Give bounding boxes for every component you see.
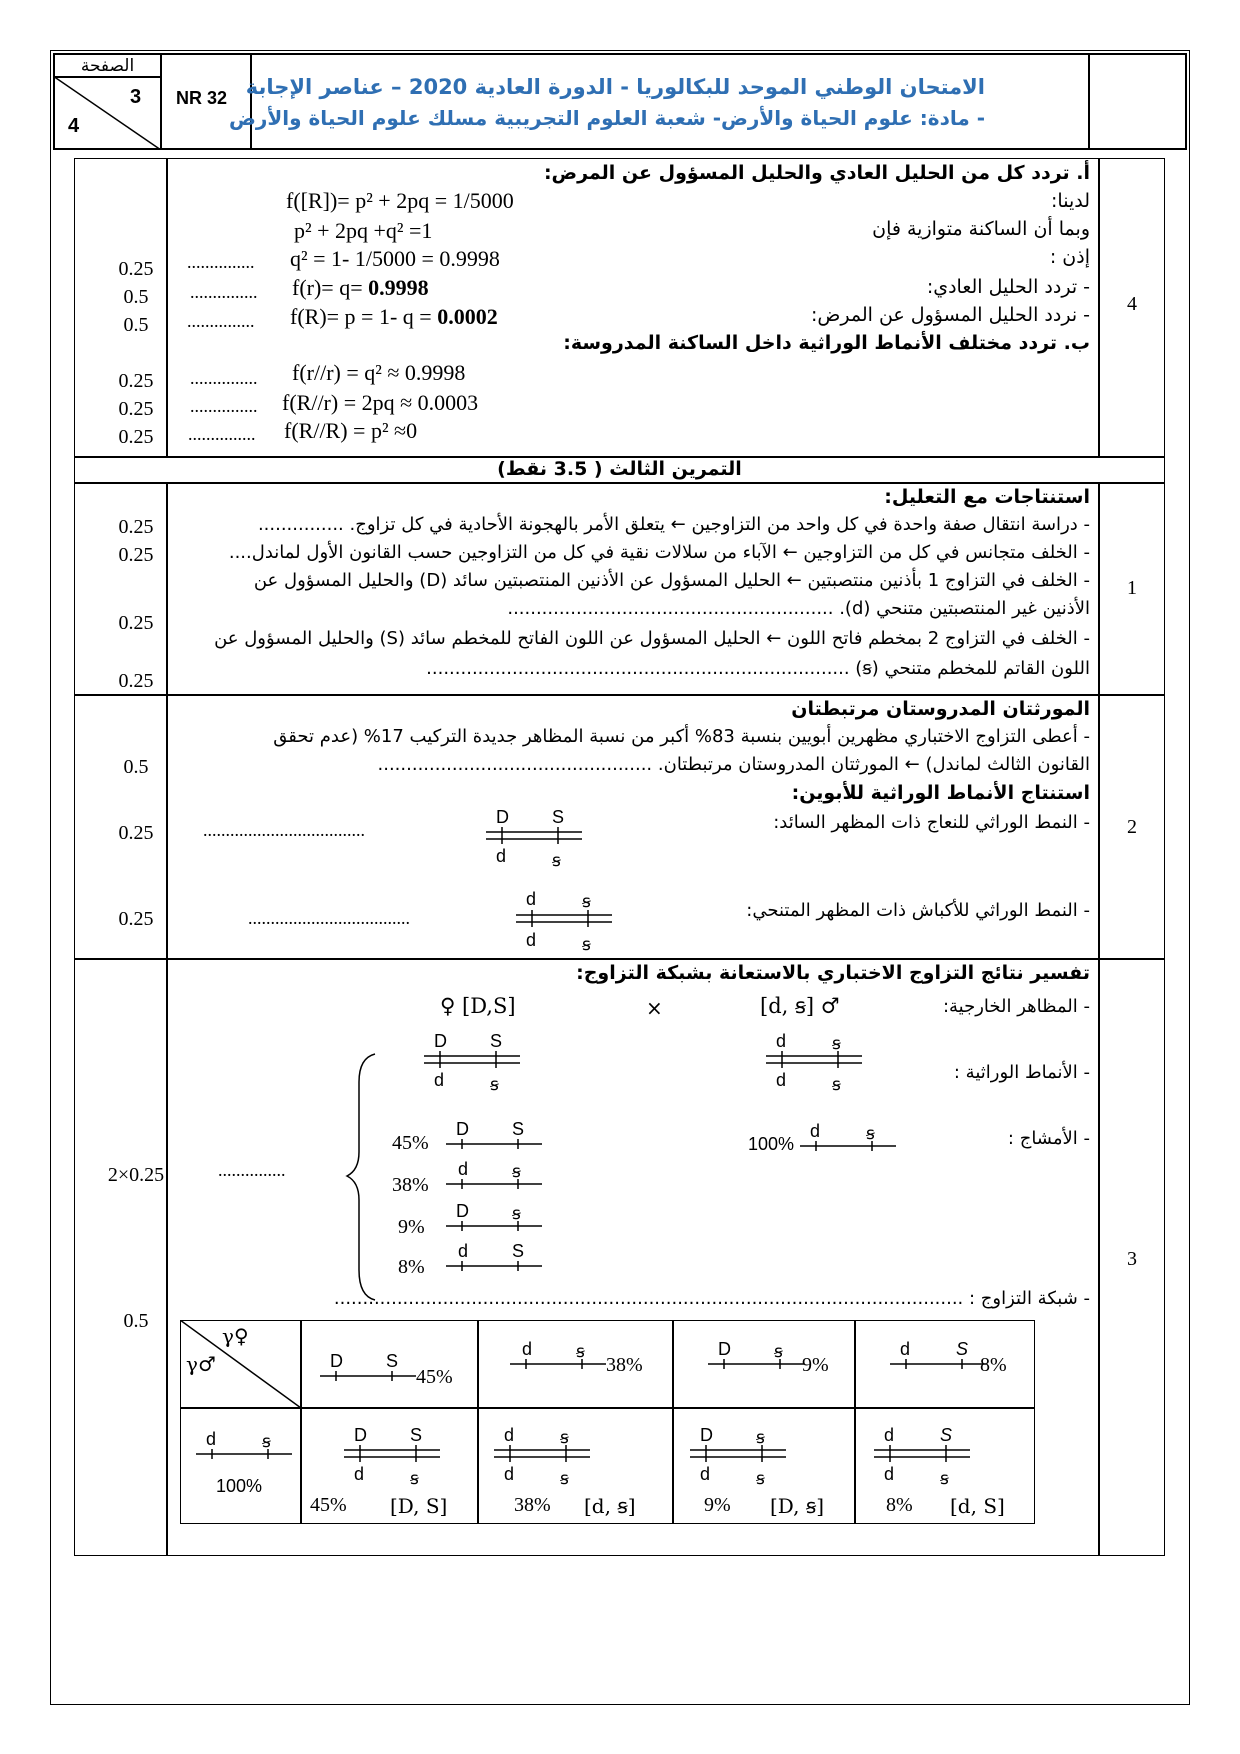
q4-part-a-title: أ. تردد كل من الحليل العادي والحليل المسؤول عن المرض:	[543, 162, 1090, 184]
q2-heading-2: استنتاج الأنماط الوراثية للأبوين:	[791, 782, 1090, 804]
grid-head-Ds	[708, 1338, 804, 1378]
female-gamete-pct-4: 8%	[398, 1256, 425, 1278]
q4-score-5: 0.25	[118, 398, 154, 420]
svg-text:D: D	[354, 1425, 367, 1445]
exam-code: NR 32	[176, 88, 228, 108]
svg-text:D: D	[700, 1425, 713, 1445]
svg-text:D: D	[330, 1351, 343, 1371]
grid-head-pct-2: 38%	[606, 1354, 643, 1376]
svg-text:d: d	[776, 1070, 787, 1090]
female-genotype-diagram	[424, 1030, 520, 1096]
grid-cell-4-pct: 8%	[886, 1494, 913, 1516]
grid-cell-2-phenotype: [d, ꞩ]	[584, 1494, 636, 1518]
svg-text:d: d	[900, 1339, 911, 1359]
q4-part-b-title: ب. تردد مختلف الأنماط الوراثية داخل الساكنة المدروسة:	[563, 332, 1090, 354]
svg-text:S: S	[490, 1031, 503, 1051]
q1-score-1: 0.25	[118, 516, 154, 538]
grid-cell-2-pct: 38%	[514, 1494, 551, 1516]
grid-row-pct: 100%	[216, 1476, 263, 1496]
female-gamete-pct-2: 38%	[392, 1174, 429, 1196]
eq-Rr: f(R//r) = 2pq ≈ 0.0003	[282, 390, 479, 415]
q4-score-6: 0.25	[118, 426, 154, 448]
grid-cell-4-phenotype: [d, S]	[950, 1494, 1005, 1518]
genotype-recessive-diagram	[516, 888, 612, 956]
svg-text:D: D	[456, 1201, 469, 1221]
svg-text:ꞩ: ꞩ	[490, 1075, 499, 1094]
svg-text:ꞩ: ꞩ	[940, 1469, 949, 1486]
svg-text:d: d	[354, 1464, 365, 1484]
svg-text:ꞩ: ꞩ	[582, 892, 591, 911]
svg-text:d: d	[526, 930, 537, 950]
grid-cell-3-pct: 9%	[704, 1494, 731, 1516]
grid-head-dS	[890, 1338, 986, 1378]
grid-cell-4-genotype	[874, 1424, 970, 1486]
gametes-brace	[345, 1052, 385, 1302]
svg-text:d: d	[458, 1159, 469, 1179]
grid-head-DS	[320, 1350, 416, 1390]
q1-line-1: - دراسة انتقال صفة واحدة في كل واحد من التزاوجين ← يتعلق الأمر بالهجونة الأحادية في كل تزاوج. ...............	[257, 514, 1090, 535]
q4-then: إذن :	[1049, 246, 1090, 268]
grid-row-ds	[196, 1428, 292, 1468]
grid-cell-1-phenotype: [D, S]	[390, 1494, 448, 1518]
q3-phenotype-label: - المظاهر الخارجية:	[942, 996, 1090, 1017]
q4-freq-normal: - تردد الحليل العادي:	[926, 276, 1090, 298]
eq-fr: f(r)= q= 0.9998	[292, 275, 429, 300]
exercise-3-title: التمرين الثالث ( 3.5 نقط)	[497, 458, 742, 480]
cross-sign: ×	[646, 996, 663, 1020]
question-number-1: 1	[1127, 577, 1137, 599]
grid-cell-3-phenotype: [D, ꞩ]	[770, 1494, 825, 1518]
q2-line-1: - أعطى التزاوج الاختباري مظهرين أبويين بنسبة 83% أكبر من نسبة المظاهر جديدة التركيب 17% (عدم تحقق	[273, 726, 1090, 747]
svg-text:d: d	[700, 1464, 711, 1484]
q2-score-1: 0.5	[123, 756, 149, 778]
svg-text:ꞩ: ꞩ	[756, 1469, 765, 1486]
svg-text:d: d	[526, 889, 537, 909]
svg-text:ꞩ: ꞩ	[774, 1342, 783, 1361]
svg-text:ꞩ: ꞩ	[552, 851, 561, 868]
q2-score-3: 0.25	[118, 908, 154, 930]
genotype-dominant-diagram	[486, 806, 582, 868]
male-gamete-pct: 100%	[748, 1134, 795, 1154]
svg-text:S: S	[956, 1339, 969, 1359]
q1-heading: استنتاجات مع التعليل:	[884, 486, 1090, 508]
svg-text:S: S	[940, 1425, 953, 1445]
svg-text:d: d	[810, 1121, 821, 1141]
svg-text:ꞩ: ꞩ	[262, 1432, 271, 1451]
svg-text:d: d	[458, 1241, 469, 1261]
q3-score-1: 2×0.25	[107, 1164, 165, 1186]
grid-head-ds	[510, 1338, 606, 1378]
svg-text:d: d	[522, 1339, 533, 1359]
q4-score-1: 0.25	[118, 258, 154, 280]
svg-text:S: S	[512, 1119, 525, 1139]
eq-RR: f(R//R) = p² ≈0	[284, 418, 418, 443]
q4-score-4: 0.25	[118, 370, 154, 392]
q1-score-4: 0.25	[118, 670, 154, 692]
q2-heading: المورثتان المدروستان مرتبطتان	[791, 698, 1090, 720]
svg-text:d: d	[776, 1031, 787, 1051]
q1-line-6: اللون القاتم للمخطم متنحي (ꞩ) ..........................................................................	[426, 658, 1090, 679]
q1-score-2: 0.25	[118, 544, 154, 566]
page-total: 4	[68, 115, 80, 137]
q4-we-have: لدينا:	[1051, 190, 1090, 212]
q4-freq-disease: - نردد الحليل المسؤول عن المرض:	[811, 304, 1090, 326]
svg-text:D: D	[456, 1119, 469, 1139]
svg-text:S: S	[410, 1425, 423, 1445]
question-number-4: 4	[1127, 293, 1137, 315]
svg-text:S: S	[552, 807, 565, 827]
svg-text:ꞩ: ꞩ	[832, 1034, 841, 1053]
q3-genotype-label: - الأنماط الوراثية :	[953, 1062, 1090, 1083]
svg-text:ꞩ: ꞩ	[512, 1204, 521, 1223]
grid-cell-1-genotype	[344, 1424, 440, 1486]
svg-text:ꞩ: ꞩ	[582, 935, 591, 954]
female-phenotype: ♀ [D,S]	[440, 994, 516, 1018]
page-title: الامتحان الوطني الموحد للبكالوريا - الدورة العادية 2020 – عناصر الإجابة	[245, 75, 985, 99]
eq-rr: f(r//r) = q² ≈ 0.9998	[292, 360, 466, 385]
svg-text:D: D	[496, 807, 509, 827]
q2-score-2: 0.25	[118, 822, 154, 844]
q4-since: وبما أن الساكنة متوازية فإن	[872, 218, 1090, 240]
q3-score-2: 0.5	[123, 1310, 149, 1332]
q3-heading: تفسير نتائج التزاوج الاختباري بالاستعانة بشبكة التزاوج:	[576, 962, 1090, 984]
q3-grid-label: - شبكة التزاوج : ..............................................................................................................	[333, 1288, 1090, 1309]
grid-head-pct-4: 8%	[980, 1354, 1007, 1376]
female-gamete-pct-1: 45%	[392, 1132, 429, 1154]
q3-gametes-label: - الأمشاج :	[1007, 1128, 1090, 1149]
q4-score-2: 0.5	[123, 286, 149, 308]
svg-text:D: D	[718, 1339, 731, 1359]
q2-dominant-label: - النمط الوراثي للنعاج ذات المظهر السائد:	[773, 812, 1090, 833]
female-gamete-pct-3: 9%	[398, 1216, 425, 1238]
q1-line-5: - الخلف في التزاوج 2 بمخطم فاتح اللون ← الحليل المسؤول عن اللون الفاتح للمخطم سائد (S) والحليل المسؤول عن	[214, 628, 1090, 649]
svg-text:ꞩ: ꞩ	[410, 1469, 419, 1486]
q1-score-3: 0.25	[118, 612, 154, 634]
svg-text:d: d	[884, 1464, 895, 1484]
svg-text:ꞩ: ꞩ	[756, 1428, 765, 1447]
svg-text:ꞩ: ꞩ	[576, 1342, 585, 1361]
q1-line-3: - الخلف في التزاوج 1 بأذنين منتصبتين ← الحليل المسؤول عن الأذنين المنتصبتين سائد (D) والحليل المسؤول عن	[253, 570, 1090, 591]
svg-text:S: S	[512, 1241, 525, 1261]
male-gamete-chromosome	[800, 1120, 896, 1160]
grid-cell-3-genotype	[690, 1424, 786, 1486]
eq-hardy: p² + 2pq +q² =1	[294, 218, 433, 243]
grid-cell-1-pct: 45%	[310, 1494, 347, 1516]
q2-recessive-label: - النمط الوراثي للأكباش ذات المظهر المتنحي:	[746, 900, 1090, 921]
svg-text:D: D	[434, 1031, 447, 1051]
svg-text:d: d	[496, 846, 507, 866]
question-number-3: 3	[1127, 1248, 1137, 1270]
svg-text:d: d	[504, 1425, 515, 1445]
svg-text:S: S	[386, 1351, 399, 1371]
svg-text:d: d	[434, 1070, 445, 1090]
grid-head-pct-3: 9%	[802, 1354, 829, 1376]
q1-line-2: - الخلف متجانس في كل من التزاوجين ← الآباء من سلالات نقية في كل من التزاوجين حسب القانون الأول لماندل....	[228, 542, 1090, 563]
grid-head-pct-1: 45%	[416, 1366, 453, 1388]
female-gamete-ds	[446, 1158, 542, 1198]
eq-fR: f([R])= p² + 2pq = 1/5000	[286, 188, 514, 213]
female-gamete-Ds	[446, 1200, 542, 1240]
grid-cell-2-genotype	[494, 1424, 590, 1486]
page-subtitle: - مادة: علوم الحياة والأرض- شعبة العلوم التجريبية مسلك علوم الحياة والأرض	[228, 106, 985, 130]
q1-line-4: الأذنين غير المنتصبتين متنحي (d). .........................................................	[507, 598, 1090, 619]
svg-text:ꞩ: ꞩ	[512, 1162, 521, 1181]
page-current: 3	[130, 86, 142, 108]
grid-corner-female: γ♀	[222, 1324, 249, 1348]
grid-corner-male: γ♂	[186, 1352, 216, 1376]
svg-text:ꞩ: ꞩ	[560, 1469, 569, 1486]
svg-text:ꞩ: ꞩ	[832, 1075, 841, 1094]
question-number-2: 2	[1127, 816, 1137, 838]
q2-line-2: القانون الثالث لماندل) ← المورثتان المدروستان مرتبطتان. ................................................	[377, 754, 1090, 775]
eq-fRp: f(R)= p = 1- q = 0.0002	[290, 304, 498, 329]
q4-score-3: 0.5	[123, 314, 149, 336]
eq-q2: q² = 1- 1/5000 = 0.9998	[290, 246, 500, 271]
male-genotype-diagram	[766, 1030, 862, 1096]
svg-text:d: d	[206, 1429, 217, 1449]
female-gamete-dS	[446, 1240, 542, 1280]
svg-text:ꞩ: ꞩ	[560, 1428, 569, 1447]
svg-text:d: d	[504, 1464, 515, 1484]
female-gamete-DS	[446, 1118, 542, 1158]
svg-text:d: d	[884, 1425, 895, 1445]
male-phenotype: [d, ꞩ] ♂	[760, 994, 840, 1018]
svg-text:ꞩ: ꞩ	[866, 1124, 875, 1143]
page-label: الصفحة	[80, 56, 135, 76]
page-diagonal	[53, 76, 161, 150]
